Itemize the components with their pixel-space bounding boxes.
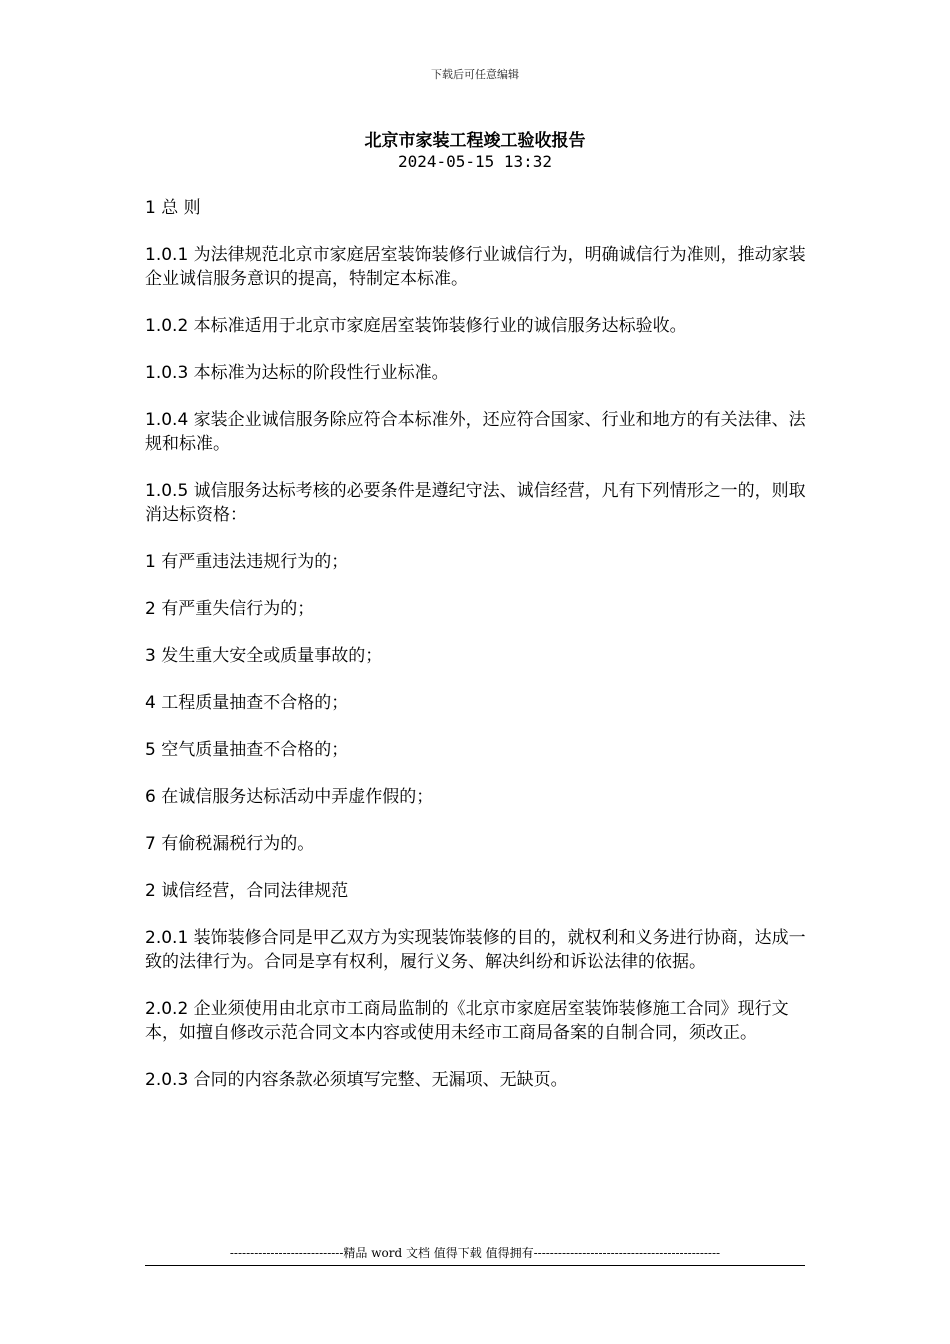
paragraph-text: 为法律规范北京市家庭居室装饰装修行业诚信行为，明确诚信行为准则，推动家装企业诚信服务意识的提高，特制定本标准。	[145, 245, 806, 289]
paragraph-text: 本标准为达标的阶段性行业标准。	[188, 363, 449, 383]
list-item-3	[145, 644, 810, 668]
paragraph-text: 装饰装修合同是甲乙双方为实现装饰装修的目的，就权利和义务进行协商，达成一致的法律行为。合同是享有权利，履行义务、解决纠纷和诉讼法律的依据。	[145, 928, 806, 972]
paragraph-number: 4	[145, 693, 156, 713]
paragraph-text: 有偷税漏税行为的。	[155, 834, 315, 854]
paragraph-number: 1	[145, 552, 156, 572]
paragraph-2-0-3	[145, 1068, 810, 1092]
paragraph-text: 空气质量抽查不合格的；	[155, 740, 349, 760]
paragraph-1-0-4	[145, 408, 810, 456]
paragraph-text: 总 则	[155, 198, 201, 218]
document-datetime: 2024-05-15 13:32	[397, 152, 553, 171]
paragraph-number: 6	[145, 787, 156, 807]
paragraph-number: 1	[145, 198, 156, 218]
paragraph-text: 诚信经营，合同法律规范	[155, 881, 349, 901]
paragraph-number: 7	[145, 834, 156, 854]
paragraph-text: 有严重失信行为的；	[155, 599, 315, 619]
list-item-6	[145, 785, 810, 809]
paragraph-number: 2.0.1	[145, 928, 189, 948]
paragraph-1-0-1	[145, 243, 810, 291]
paragraph-number: 2	[145, 599, 156, 619]
paragraph-number: 1.0.4	[145, 410, 189, 430]
list-item-5	[145, 738, 810, 762]
paragraph-text: 合同的内容条款必须填写完整、无漏项、无缺页。	[188, 1070, 568, 1090]
paragraph-1-0-5	[145, 479, 810, 527]
paragraph-text: 有严重违法违规行为的；	[155, 552, 349, 572]
paragraph-1-0-3	[145, 361, 810, 385]
list-item-1	[145, 550, 810, 574]
paragraph-text: 本标准适用于北京市家庭居室装饰装修行业的诚信服务达标验收。	[188, 316, 687, 336]
section-heading-2	[145, 879, 810, 903]
paragraph-text: 发生重大安全或质量事故的；	[155, 646, 383, 666]
paragraph-number: 1.0.3	[145, 363, 189, 383]
paragraph-number: 1.0.1	[145, 245, 189, 265]
paragraph-text: 工程质量抽查不合格的；	[155, 693, 349, 713]
footer-banner: ----------------------------精品 word 文档 值得下载 值得拥有----------------------------------------------	[145, 1244, 805, 1266]
paragraph-2-0-2	[145, 997, 810, 1045]
paragraph-number: 2	[145, 881, 156, 901]
paragraph-text: 在诚信服务达标活动中弄虚作假的；	[155, 787, 434, 807]
paragraph-1-0-2	[145, 314, 810, 338]
paragraph-text: 诚信服务达标考核的必要条件是遵纪守法、诚信经营，凡有下列情形之一的，则取消达标资格：	[145, 481, 806, 525]
list-item-7	[145, 832, 810, 856]
list-item-2	[145, 597, 810, 621]
paragraph-number: 1.0.2	[145, 316, 189, 336]
paragraph-number: 2.0.2	[145, 999, 189, 1019]
header-note: 下载后可任意编辑	[431, 68, 519, 81]
paragraph-number: 3	[145, 646, 156, 666]
paragraph-1	[145, 196, 810, 220]
paragraph-number: 1.0.5	[145, 481, 189, 501]
document-title: 北京市家装工程竣工验收报告	[364, 131, 586, 151]
list-item-4	[145, 691, 810, 715]
paragraph-number: 2.0.3	[145, 1070, 189, 1090]
document-body	[145, 196, 810, 1115]
paragraph-2-0-1	[145, 926, 810, 974]
paragraph-text: 家装企业诚信服务除应符合本标准外，还应符合国家、行业和地方的有关法律、法规和标准。	[145, 410, 806, 454]
paragraph-text: 企业须使用由北京市工商局监制的《北京市家庭居室装饰装修施工合同》现行文本，如擅自修改示范合同文本内容或使用未经市工商局备案的自制合同，须改正。	[145, 999, 789, 1043]
paragraph-number: 5	[145, 740, 156, 760]
